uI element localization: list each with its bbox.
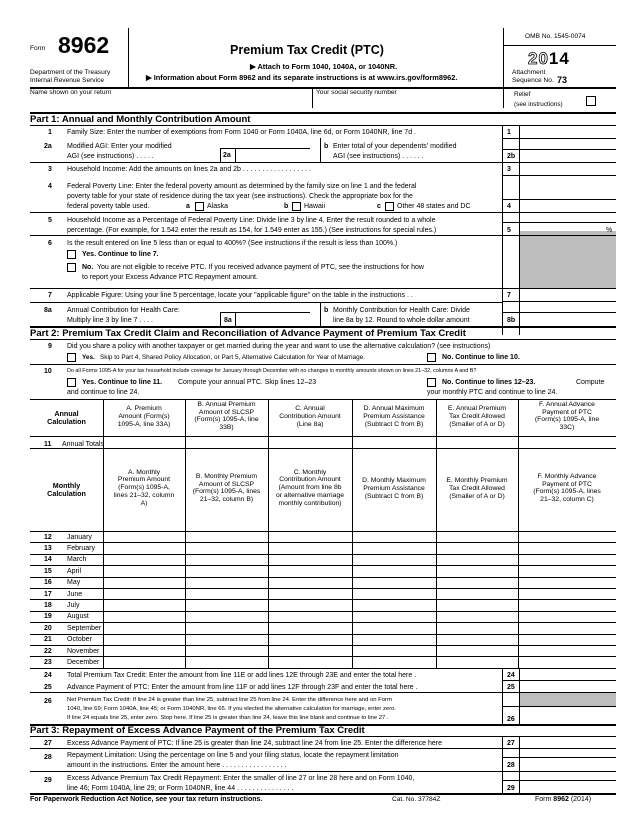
monthly-col-d-header: D. Monthly Maximum Premium Assistance (Subtract C from B) — [362, 476, 426, 500]
month-row-february: 13 February — [44, 544, 96, 552]
month-row-august: 19 August — [44, 613, 89, 621]
line-7-text: Applicable Figure: Using your line 5 percentage, locate your "applicable figure" on the table in the instructions . . — [67, 292, 413, 299]
line-20-col-a-input[interactable] — [104, 623, 184, 632]
line-23-col-f-input[interactable] — [519, 657, 615, 666]
line-13-col-e-input[interactable] — [437, 543, 517, 552]
line-12-col-c-input[interactable] — [269, 532, 351, 541]
line-26-text-1: Net Premium Tax Credit: If line 24 is greater than line 25, subtract line 25 from line 24. Enter the difference here and on Form — [67, 697, 392, 703]
month-row-october: 21 October — [44, 636, 92, 644]
line-11-col-b-input[interactable] — [186, 437, 267, 447]
line-13-col-c-input[interactable] — [269, 543, 351, 552]
line-12-col-d-input[interactable] — [353, 532, 435, 541]
annual-col-d-header: D. Annual Maximum Premium Assistance (Subtract C from B) — [363, 404, 425, 428]
line-17-col-a-input[interactable] — [104, 589, 184, 598]
hawaii-label: Hawaii — [304, 203, 326, 210]
line-11-col-d-input[interactable] — [353, 437, 435, 447]
line-9-yes-checkbox[interactable] — [67, 353, 76, 362]
tax-year: 2014 — [528, 49, 570, 68]
part2-title: Part 2: Premium Tax Credit Claim and Reconciliation of Advance Payment of Premium Tax Credit — [30, 328, 466, 339]
percent-sign: % — [606, 227, 613, 234]
annual-col-f-header: F. Annual Advance Payment of PTC (Form(s) 1095-A, line 33C) — [534, 400, 600, 432]
line-20-col-f-input[interactable] — [519, 623, 615, 632]
line-21-col-a-input[interactable] — [104, 635, 184, 644]
line-14-col-a-input[interactable] — [104, 555, 184, 564]
line-15-col-f-input[interactable] — [519, 566, 615, 575]
line-16-col-e-input[interactable] — [437, 578, 517, 587]
line-26-text-3: If line 24 equals line 25, enter zero. Stop here. If line 25 is greater than line 24, leave this line blank and continue to line 27 . — [67, 715, 389, 721]
relief-checkbox[interactable] — [586, 96, 596, 106]
line-15-col-e-input[interactable] — [437, 566, 517, 575]
other48-label: Other 48 states and DC — [397, 203, 471, 210]
line-13-col-a-input[interactable] — [104, 543, 184, 552]
line-28-text-1: Repayment Limitation: Using the percentage on line 5 and your filing status, locate the repayment limitation — [67, 752, 399, 759]
line-16-col-d-input[interactable] — [353, 578, 435, 587]
line-14-col-d-input[interactable] — [353, 555, 435, 564]
annual-calculation-label: Annual Calculation — [47, 408, 86, 426]
name-label: Name shown on your return — [30, 89, 112, 96]
omb-number: OMB No. 1545-0074 — [525, 33, 586, 40]
line-21-col-f-input[interactable] — [519, 635, 615, 644]
irs-label: Internal Revenue Service — [30, 77, 105, 84]
line-21-col-e-input[interactable] — [437, 635, 517, 644]
line-6-no-text-2: to report your Excess Advance PTC Repayment amount. — [82, 274, 258, 281]
line-15-col-a-input[interactable] — [104, 566, 184, 575]
line-19-col-b-input[interactable] — [186, 612, 267, 621]
line-21-col-d-input[interactable] — [353, 635, 435, 644]
line-14-col-b-input[interactable] — [186, 555, 267, 564]
line-26-input[interactable] — [520, 712, 616, 723]
attachment-label: Attachment — [512, 69, 546, 76]
line-8a-text-1: Annual Contribution for Health Care: — [67, 307, 180, 314]
ssn-field[interactable] — [316, 98, 500, 110]
line-19-col-f-input[interactable] — [519, 612, 615, 621]
sequence-number: 73 — [557, 75, 568, 85]
line-2a-input[interactable] — [236, 149, 320, 161]
line-22-col-d-input[interactable] — [353, 646, 435, 655]
line-25-text: Advance Payment of PTC: Enter the amount from line 11F or add lines 12F through 23F and enter the total here . — [67, 684, 418, 691]
line-26-text-2: 1040, line 69; Form 1040A, line 45; or Form 1040NR, line 65. If you elected the alternative calculation for marriage, enter zero. — [67, 706, 397, 712]
month-row-july: 18 July — [44, 601, 80, 609]
line-9-no-checkbox[interactable] — [427, 353, 436, 362]
line-18-col-b-input[interactable] — [186, 600, 267, 609]
line-28-text-2: amount in the instructions. Enter the amount here . . . . . . . . . . . . . . . . . — [67, 762, 287, 769]
line-10-text: Do all Forms 1095-A for your tax household include coverage for January through December with no changes in monthly amounts shown on lines 21–32, columns A and B? — [67, 368, 477, 374]
month-row-november: 22 November — [44, 647, 100, 655]
month-row-march: 14 March — [44, 556, 87, 564]
line-7-input[interactable] — [520, 289, 616, 301]
annual-col-c-header: C. Annual Contribution Amount (Line 8a) — [279, 404, 341, 428]
alaska-label: Alaska — [207, 203, 229, 210]
line-28-input[interactable] — [520, 758, 616, 770]
line-9-no-label: No. Continue to line 10. — [442, 354, 520, 361]
line-23-col-d-input[interactable] — [353, 657, 435, 666]
line-6-no-text-1: You are not eligible to receive PTC. If you received advance payment of PTC, see the instructions for how — [97, 264, 424, 271]
line-11-col-a-input[interactable] — [104, 437, 184, 447]
line-27-text: Excess Advance Payment of PTC: If line 25 is greater than line 24, subtract line 24 from line 25. Enter the difference here — [67, 740, 442, 747]
line-10-yes-text-1: Compute your annual PTC. Skip lines 12–23 — [178, 379, 317, 386]
line-5-text-1: Household Income as a Percentage of Federal Poverty Line: Divide line 3 by line 4. Enter the result rounded to a whole — [67, 217, 436, 224]
line-17-col-e-input[interactable] — [437, 589, 517, 598]
cat-number: Cat. No. 37784Z — [392, 796, 441, 803]
line-17-col-c-input[interactable] — [269, 589, 351, 598]
line-29-input[interactable] — [520, 781, 616, 792]
line-4-text-1: Federal Poverty Line: Enter the federal poverty amount as determined by the family size on line 1 and the federal — [67, 183, 417, 190]
month-row-june: 17 June — [44, 590, 83, 598]
month-row-september: 20 September — [44, 624, 102, 632]
line-15-col-b-input[interactable] — [186, 566, 267, 575]
line-23-col-b-input[interactable] — [186, 657, 267, 666]
line-6-no-bold: No. — [82, 264, 94, 271]
line-4-text-2: poverty table for your state of residence during the tax year (see instructions). Check the appropriate box for the — [67, 193, 413, 200]
line-20-col-d-input[interactable] — [353, 623, 435, 632]
line-8a-input[interactable] — [236, 313, 320, 325]
line-10-no-bold: No. Continue to lines 12–23. — [442, 379, 536, 386]
line-17-col-b-input[interactable] — [186, 589, 267, 598]
line-2a-text-1: Modified AGI: Enter your modified — [67, 143, 172, 150]
line-21-col-b-input[interactable] — [186, 635, 267, 644]
part1-title: Part 1: Annual and Monthly Contribution Amount — [30, 114, 251, 125]
line-12-col-f-input[interactable] — [519, 532, 615, 541]
line-9-yes-text: Skip to Part 4, Shared Policy Allocation, or Part 5, Alternative Calculation for Year of Marriage. — [100, 354, 365, 361]
annual-col-e-header: E. Annual Premium Tax Credit Allowed (Smaller of A or D) — [447, 404, 507, 428]
line-22-col-c-input[interactable] — [269, 646, 351, 655]
line-29-text-2: line 46; Form 1040A, line 29; or Form 1040NR, line 44 . . . . . . . . . . . . . . . — [67, 785, 294, 792]
line-20-col-c-input[interactable] — [269, 623, 351, 632]
line-27-input[interactable] — [520, 737, 616, 748]
month-row-january: 12 January — [44, 533, 92, 541]
line-19-col-d-input[interactable] — [353, 612, 435, 621]
alaska-checkbox[interactable] — [195, 202, 204, 211]
line-1-input[interactable] — [520, 126, 616, 138]
line-13-col-b-input[interactable] — [186, 543, 267, 552]
ssn-label: Your social security number — [316, 89, 397, 96]
monthly-col-a-header: A. Monthly Premium Amount (Form(s) 1095-A, lines 21–32, column A) — [113, 468, 175, 507]
line-14-col-c-input[interactable] — [269, 555, 351, 564]
line-23-col-c-input[interactable] — [269, 657, 351, 666]
monthly-col-b-header: B. Monthly Premium Amount of SLCSP (Form(s) 1095-A, lines 21–32, column B) — [192, 472, 261, 504]
line-16-col-b-input[interactable] — [186, 578, 267, 587]
line-17-col-d-input[interactable] — [353, 589, 435, 598]
line-18-col-e-input[interactable] — [437, 600, 517, 609]
line-16-col-f-input[interactable] — [519, 578, 615, 587]
monthly-col-c-header: C. Monthly Contribution Amount (Amount from line 8b or alternative marriage monthly contribution) — [276, 468, 344, 507]
line-11-col-c-input[interactable] — [269, 437, 351, 447]
line-3-text: Household Income: Add the amounts on lines 2a and 2b . . . . . . . . . . . . . . . . . . — [67, 166, 311, 173]
monthly-calculation-label: Monthly Calculation — [47, 480, 86, 498]
attach-line: ▶ Attach to Form 1040, 1040A, or 1040NR. — [250, 62, 398, 71]
paperwork-notice: For Paperwork Reduction Act Notice, see your tax return instructions. — [30, 796, 263, 803]
line-12-col-e-input[interactable] — [437, 532, 517, 541]
line-2b-input[interactable] — [520, 149, 616, 161]
name-field[interactable] — [32, 98, 310, 110]
line-4-input[interactable] — [520, 199, 616, 212]
line-2b-text-1: Enter total of your dependents' modified — [333, 143, 457, 150]
line-15-col-d-input[interactable] — [353, 566, 435, 575]
annual-col-b-header: B. Annual Premium Amount of SLCSP (Form(s) 1095-A, line 33B) — [194, 400, 259, 432]
line-8b-input[interactable] — [520, 313, 616, 325]
line-8b-text-1: Monthly Contribution for Health Care: Divide — [333, 307, 470, 314]
sequence-label: Sequence No. — [512, 77, 554, 84]
line-22-col-b-input[interactable] — [186, 646, 267, 655]
line-24-input[interactable] — [520, 669, 616, 680]
line-2a-text-2: AGI (see instructions) . . . . . — [67, 153, 154, 160]
line-14-col-f-input[interactable] — [519, 555, 615, 564]
month-row-december: 23 December — [44, 658, 100, 666]
line-22-col-a-input[interactable] — [104, 646, 184, 655]
line-9-yes-bold: Yes. — [82, 354, 95, 361]
line-22-col-f-input[interactable] — [519, 646, 615, 655]
line-24-text: Total Premium Tax Credit: Enter the amount from line 11E or add lines 12E through 23E and enter the total here . — [67, 672, 417, 679]
line-16-col-c-input[interactable] — [269, 578, 351, 587]
line-10-no-text-1: Compute — [576, 379, 605, 386]
line-13-col-f-input[interactable] — [519, 543, 615, 552]
form-number: 8962 — [58, 32, 110, 58]
line-6-yes-checkbox[interactable] — [67, 250, 76, 259]
line-22-col-e-input[interactable] — [437, 646, 517, 655]
line-10-no-checkbox[interactable] — [427, 378, 436, 387]
line-15-col-c-input[interactable] — [269, 566, 351, 575]
dept-treasury: Department of the Treasury — [30, 69, 111, 76]
line-11-col-e-input[interactable] — [437, 437, 517, 447]
relief-label: Relief — [514, 91, 531, 98]
line-4-text-3: federal poverty table used. — [67, 203, 150, 210]
part3-title: Part 3: Repayment of Excess Advance Payment of the Premium Tax Credit — [30, 725, 365, 736]
info-line: ▶ Information about Form 8962 and its separate instructions is at www.irs.gov/form8962. — [146, 73, 458, 82]
line-29-text-1: Excess Advance Premium Tax Credit Repayment: Enter the smaller of line 27 or line 28 here and on Form 1040, — [67, 775, 415, 782]
line-9-text: Did you share a policy with another taxpayer or get married during the year and want to use the alternative calculation? (see instructions) — [67, 343, 491, 350]
relief-label-2: (see instructions) — [514, 101, 563, 108]
line-13-col-d-input[interactable] — [353, 543, 435, 552]
line-8a-text-2: Multiply line 3 by line 7 . . . . — [67, 317, 153, 324]
month-row-april: 15 April — [44, 567, 82, 575]
line-23-col-e-input[interactable] — [437, 657, 517, 666]
line-10-no-text-2: your monthly PTC and continue to line 24. — [427, 389, 558, 396]
form-8962-page: Form 8962 Department of the Treasury Internal Revenue Service Premium Tax Credit (PTC) ▶ Attach to Form 1040, 1040A, or 1040NR. ▶ Information about Form 8962 and its separate instructions is at www.irs.gov/form8962. OMB No. 1545-0074 2014 Attachment Sequence No. 73 Name shown on your return Your social security number Relief (see instructions) Part 1: Annual and Monthly Contribution Amount 1 Family Size: Enter the number of exemptions from Form 1040 or Form 1040A, line 6d, or Form 1040NR, line 7d . 1 2a Modified AGI: Enter your modified AGI (see instructions) . . . . . 2a b Enter total of your dependents' modified AGI (see instructions) . . . . . . 2b 3 Household Income: Add the amounts on lines 2a and 2b . . . . . . . . . . . . . . . . . . 3 4 Federal Poverty Line: Enter the federal poverty amount as determined by the family size on line 1 and the federal poverty table for your state of residence during the tax year (see instructions). Check the appropriate box for the federal poverty table used. a Alaska b Hawaii c Other 48 states and DC 4 5 Household Income as a Percentage of Federal Poverty Line: Divide line 3 by line 4. Enter the result rounded to a whole percentage. (For example, for 1.542 enter the result as 154, for 1.549 enter as 155.) (See instructions for special rules.) 5 % 6 Is the result entered on line 5 less than or equal to 400%? (See instructions if the result is less than 100%.) Yes. Continue to line 7. No. You are not eligible to receive PTC. If you received advance payment of PTC, see the instructions for how to report your Excess Advance PTC Repayment amount. 7 Applicable Figure: Using your line 5 percentage, locate your "applicable figure" on the table in the instructions . . 7 8a Annual Contribution for Health Care: Multiply line 3 by line 7 . . . . 8a b Monthly Contribution for Health Care: Divide line 8a by 12. Round to whole dollar amount 8b Part 2: Premium Tax Credit Claim and Reconciliation of Advance Payment of Premium Tax Credit 9 Did you share a policy with another taxpayer or get married during the year and want to use the alternative calculation? (see instructions) Yes. Skip to Part 4, Shared Policy Allocation, or Part 5, Alternative Calculation for Year of Marriage. No. Continue to line 10. 10 Do all Forms 1095-A for your tax household include coverage for January through December with no changes in monthly amounts shown on lines 21–32, columns A and B? Yes. Continue to line 11. Compute your annual PTC. Skip lines 12–23 and continue to line 24. No. Continue to lines 12–23. Compute your monthly PTC and continue to line 24. 11 Annual Totals 24 Total Premium Tax Credit: Enter the amount from line 11E or add lines 12E through 23E and enter the total here . 24 25 Advance Payment of PTC: Enter the amount from line 11F or add lines 12F through 23F and enter the total here . 25 26 Net Premium Tax Credit: If line 24 is greater than line 25, subtract line 25 from line 24. Enter the difference here and on Form 1040, line 69; Form 1040A, line 45; or Form 1040NR, line 65. If you elected the alternative calculation for marriage, enter zero. If line 24 equals line 25, enter zero. Stop here. If line 25 is greater than line 24, leave this line blank and continue to line 27 . 26 Part 3: Repayment of Excess Advance Payment of the Premium Tax Credit 27 Excess Advance Payment of PTC: If line 25 is greater than line 24, subtract line 24 from line 25. Enter the difference here 27 28 Repayment Limitation: Using the percentage on line 5 and your filing status, locate the repayment limitation amount in the instructions. Enter the amount here . . . . . . . . . . . . . . . . . 28 29 Excess Advance Premium Tax Credit Repayment: Enter the smaller of line 27 or line 28 here and on Form 1040, line 46; Form 1040A, line 29; or Form 1040NR, line 44 . . . . . . . . . . . . . . . 29 For Paperwork Reduction Act Notice, see your tax return instructions. Cat. No. 37784Z Form 8962 (2014) Annual Calculation A. Premium Amount (Form(s) 1095-A, line 33A) B. Annual Premium Amount of SLCSP (Form(s) 1095-A, line 33B) C. Annual Contribution Amount (Line 8a) D. Annual Maximum Premium Assistance (Subtract C from B) E. Annual Premium Tax Credit Allowed (Smaller of A or D) F. Annual Advance Payment of PTC (Form(s) 1095-A, line 33C) Monthly Calculation A. Monthly Premium Amount (Form(s) 1095-A, lines 21–32, column A) B. Monthly Premium Amount of SLCSP (Form(s) 1095-A, lines 21–32, column B) C. Monthly Contribution Amount (Amount from line 8b or alternative marriage monthly contribution) D. Monthly Maximum Premium Assistance (Subtract C from B) E. Monthly Premium Tax Credit Allowed (Smaller of A or D) F. Monthly Advance Payment of PTC (Form(s) 1095-A, lines 21–32, column C) 12 January 13 February 14 March 15 April 16 May 17 June 18 July 19 August 20 September 21 October 22 November 23 December — [30, 28, 616, 810]
form-word: Form — [30, 45, 46, 52]
line-17-col-f-input[interactable] — [519, 589, 615, 598]
line-14-col-e-input[interactable] — [437, 555, 517, 564]
line-19-col-c-input[interactable] — [269, 612, 351, 621]
line-10-yes-checkbox[interactable] — [67, 378, 76, 387]
line-2b-text-2: AGI (see instructions) . . . . . . — [333, 153, 424, 160]
line-16-col-a-input[interactable] — [104, 578, 184, 587]
line-8b-text-2: line 8a by 12. Round to whole dollar amount — [333, 317, 470, 324]
line-20-col-b-input[interactable] — [186, 623, 267, 632]
hawaii-checkbox[interactable] — [292, 202, 301, 211]
line-1-text: Family Size: Enter the number of exemptions from Form 1040 or Form 1040A, line 6d, or Form 1040NR, line 7d . — [67, 129, 416, 136]
line-6-no-checkbox[interactable] — [67, 263, 76, 272]
line-11-col-f-input[interactable] — [519, 437, 615, 447]
line-5-text-2: percentage. (For example, for 1.542 enter the result as 154, for 1.549 enter as 155.) (See instructions for special rules.) — [67, 227, 437, 234]
annual-col-a-header: A. Premium Amount (Form(s) 1095-A, line 33A) — [117, 404, 171, 428]
annual-totals-label: Annual Totals — [62, 441, 104, 448]
line-12-col-b-input[interactable] — [186, 532, 267, 541]
line-12-col-a-input[interactable] — [104, 532, 184, 541]
line-25-input[interactable] — [520, 681, 616, 692]
form-title: Premium Tax Credit (PTC) — [230, 43, 384, 57]
line-18-col-d-input[interactable] — [353, 600, 435, 609]
line-19-col-a-input[interactable] — [104, 612, 184, 621]
line-20-col-e-input[interactable] — [437, 623, 517, 632]
line-6-yes-label: Yes. Continue to line 7. — [82, 251, 159, 258]
monthly-col-e-header: E. Monthly Premium Tax Credit Allowed (Smaller of A or D) — [446, 476, 508, 500]
line-18-col-a-input[interactable] — [104, 600, 184, 609]
monthly-col-f-header: F. Monthly Advance Payment of PTC (Form(s) 1095-A, lines 21–32, column C) — [533, 472, 601, 504]
line-3-input[interactable] — [520, 163, 616, 175]
line-21-col-c-input[interactable] — [269, 635, 351, 644]
other48-checkbox[interactable] — [385, 202, 394, 211]
line-6-text: Is the result entered on line 5 less than or equal to 400%? (See instructions if the result is less than 100%.) — [67, 240, 398, 247]
line-23-col-a-input[interactable] — [104, 657, 184, 666]
line-5-input[interactable] — [520, 222, 604, 234]
line-10-yes-text-2: and continue to line 24. — [67, 389, 140, 396]
line-18-col-c-input[interactable] — [269, 600, 351, 609]
line-19-col-e-input[interactable] — [437, 612, 517, 621]
month-row-may: 16 May — [44, 579, 81, 587]
footer-form-id: Form 8962 (2014) — [535, 796, 592, 803]
line-10-yes-bold: Yes. Continue to line 11. — [82, 379, 163, 386]
line-18-col-f-input[interactable] — [519, 600, 615, 609]
